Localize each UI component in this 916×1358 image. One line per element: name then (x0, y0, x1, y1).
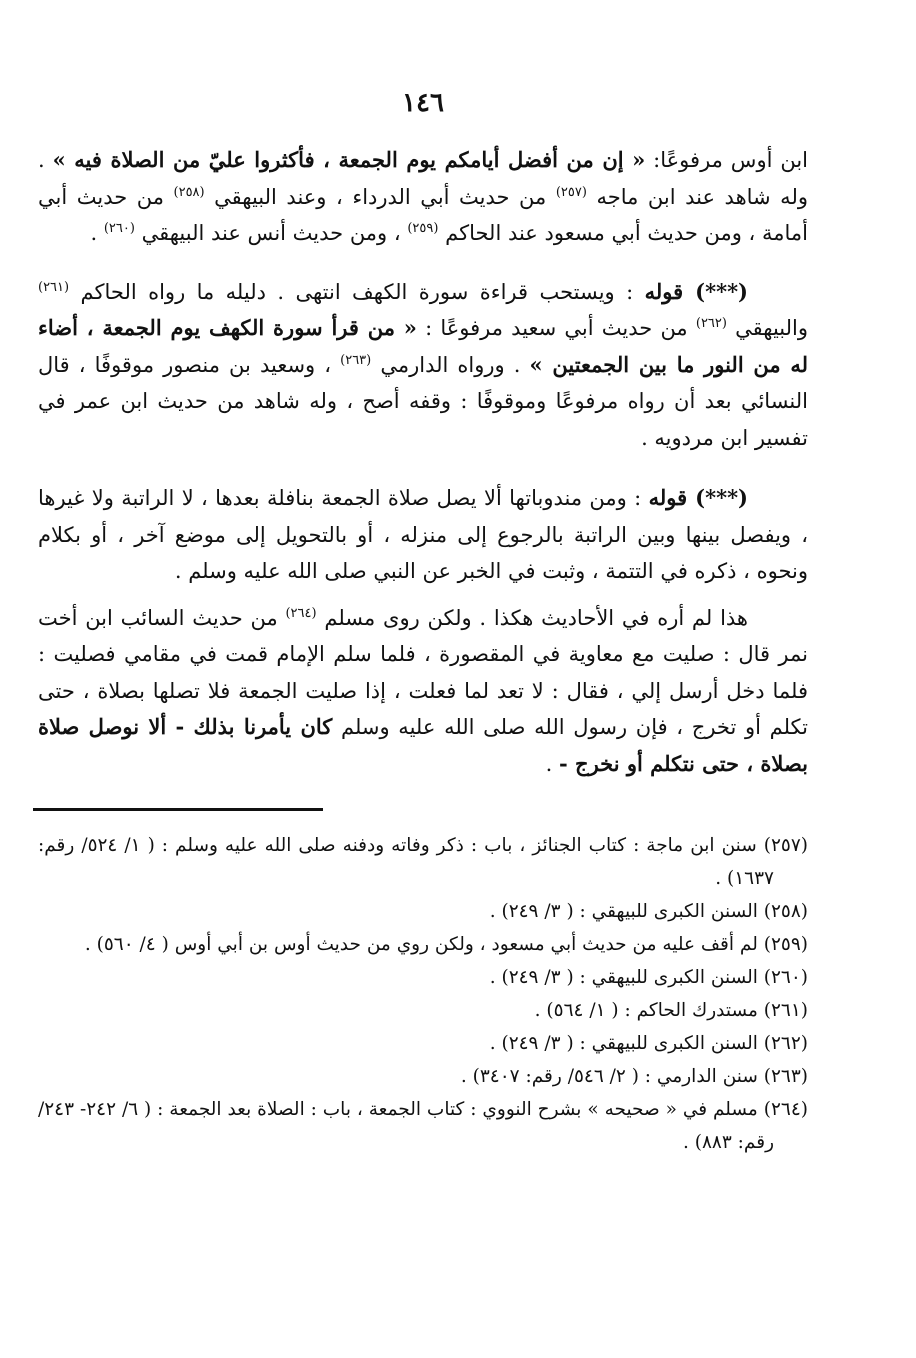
text-run: من حديث أبي الدرداء ، وعند البيهقي (204, 184, 556, 209)
text-run: . ورواه الدارمي (371, 352, 530, 377)
footnote-ref: (٢٥٩) (407, 221, 439, 236)
footnote-ref: (٢٥٧) (555, 184, 587, 200)
footnote-ref: (٢٥٨) (173, 184, 205, 200)
text-run: . (545, 751, 559, 776)
text-run: من حديث أبي أمامة ، ومن حديث أبي مسعود عند الحاكم (38, 184, 808, 245)
text-run: . وله شاهد عند ابن ماجه (38, 148, 808, 209)
bold-text: « من قرأ سورة الكهف يوم الجمعة ، أضاء له من النور ما بين الجمعتين » (38, 315, 808, 377)
bold-text: (***) قوله (644, 278, 748, 304)
footnote-separator (33, 808, 323, 811)
text-run: من حديث السائب ابن أخت نمر قال : صليت مع معاوية في المقصورة ، فلما سلم الإمام قمت في مقامي فصليت : فلما دخل أرسل إلي ، فقال : لا تعد لما فعلت ، إذا صليت الجمعة فلا تصلها بصلاة ، حتى تكلم أو تخرج ، فإن رسول الله صلى الله عليه وسلم (38, 605, 809, 739)
page-number: ١٤٦ (402, 88, 444, 118)
footnote: (٢٦٣) سنن الدارمي : ( ٢/ ٥٤٦/ رقم: ٣٤٠٧) . (460, 1066, 808, 1087)
footnote-ref: (٢٦٣) (340, 352, 372, 368)
book-page (38, 0, 808, 1358)
text-run: ، ومن حديث أنس عند البيهقي (134, 221, 408, 245)
footnotes (38, 829, 808, 1159)
bold-text: « إن من أفضل أيامكم يوم الجمعة ، فأكثروا عليّ من الصلاة فيه » (52, 147, 646, 172)
bold-text: (***) قوله (648, 485, 748, 510)
paragraph (38, 142, 808, 252)
text-run: ابن أوس مرفوعًا: (645, 148, 808, 172)
footnote: (٢٦١) مستدرك الحاكم : ( ١/ ٥٦٤) . (534, 1000, 808, 1021)
footnote: (٢٦٤) مسلم في « صحيحه » بشرح النووي : كتاب الجمعة ، باب : الصلاة بعد الجمعة : ( ٦/ ٢٤٢- ٢٤٣/ رقم: ٨٨٣) . (38, 1099, 808, 1153)
bold-text: كان يأمرنا بذلك - ألا نوصل صلاة بصلاة ، حتى نتكلم أو نخرج - (38, 714, 808, 776)
footnote: (٢٦٢) السنن الكبرى للبيهقي : ( ٣/ ٢٤٩) . (489, 1033, 808, 1054)
text-run: ، وسعيد بن منصور موقوفًا ، قال النسائي بعد أن رواه مرفوعًا وموقوفًا : وقفه أصح ، وله شاهد من حديث ابن عمر في تفسير ابن مردويه . (38, 352, 808, 450)
footnote-ref: (٢٦٤) (285, 605, 317, 621)
paragraph (38, 274, 808, 457)
paragraph (38, 480, 808, 590)
footnote: (٢٥٧) سنن ابن ماجة : كتاب الجنائز ، باب : ذكر وفاته ودفنه صلى الله عليه وسلم : ( ١/ ٥٢٤/ رقم: ١٦٣٧) . (38, 835, 808, 889)
body-text (38, 142, 808, 782)
footnote-ref: (٢٦٢) (695, 316, 727, 331)
footnote-ref: (٢٦٠) (103, 221, 135, 236)
text-run: . (90, 221, 104, 245)
text-run: من حديث أبي سعيد مرفوعًا : (416, 316, 696, 340)
footnote: (٢٦٠) السنن الكبرى للبيهقي : ( ٣/ ٢٤٩) . (489, 967, 808, 988)
text-run: : ويستحب قراءة سورة الكهف انتهى . دليله ما رواه الحاكم (69, 279, 645, 304)
footnote-ref: (٢٦١) (38, 279, 70, 295)
footnote: (٢٥٨) السنن الكبرى للبيهقي : ( ٣/ ٢٤٩) . (489, 901, 808, 922)
text-run: هذا لم أره في الأحاديث هكذا . ولكن روى مسلم (316, 605, 749, 630)
footnote: (٢٥٩) لم أقف عليه من حديث أبي مسعود ، ولكن روي من حديث أوس بن أبي أوس ( ٤/ ٥٦٠) . (84, 934, 808, 955)
paragraph (38, 600, 808, 783)
text-run: : ومن مندوباتها ألا يصل صلاة الجمعة بنافلة بعدها ، لا الراتبة ولا غيرها ، ويفصل بينها وبين الراتبة بالرجوع إلى منزله ، أو بالتحويل إلى موضع آخر ، أو بكلام ونحوه ، ذكره في التتمة ، وثبت في الخبر عن النبي صلى الله عليه وسلم . (38, 486, 808, 583)
text-run: والبيهقي (726, 316, 809, 340)
